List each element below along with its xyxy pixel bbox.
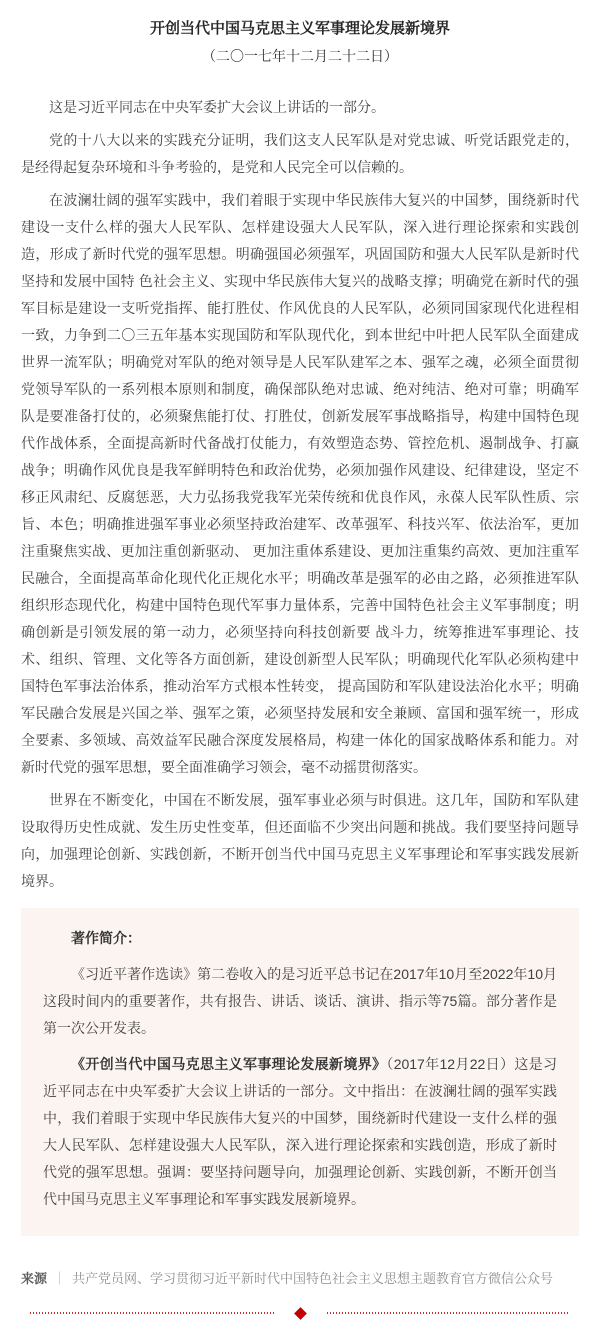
article-title: 开创当代中国马克思主义军事理论发展新境界 (149, 20, 450, 37)
body-paragraph-3: 在波澜壮阔的强军实践中，我们着眼于实现中华民族伟大复兴的中国梦，围绕新时代建设一支什么样的强大人民军队、怎样建设强大人民军队，深入进行理论探索和实践创造，形成了新时代党的强军思想。明确强国必须强军，巩固国防和强大人民军队是新时代坚持和发展中国特 色社会主义、实现中华民族伟大复兴的战略支撑；明确党在新时代的强军目标是建设一支听党指挥、能打胜仗、作风优良的人民军队，必须同国家现代化进程相一致，力争到二〇三五年基本实现国防和军队现代化，到本世纪中叶把人民军队全面建成世界一流军队；明确党对军队的绝对领导是人民军队建军之本、强军之魂，必须全面贯彻党领导军队的一系列根本原则和制度，确保部队绝对忠诚、绝对纯洁、绝对可靠；明确军队是要准备打仗的，必须聚焦能打仗、打胜仗，创新发展军事战略指导，构建中国特色现代作战体系，全面提高新时代备战打仗能力，有效塑造态势、管控危机、遏制战争、打赢战争；明确作风优良是我军鲜明特色和政治优势，必须加强作风建设、纪律建设，坚定不移正风肃纪、反腐惩恶，大力弘扬我党我军光荣传统和优良作风，永葆人民军队性质、宗旨、本色；明确推进强军事业必须坚持政治建军、改革强军、科技兴军、依法治军，更加注重聚焦实战、更加注重创新驱动、 更加注重体系建设、更加注重集约高效、更加注重军民融合，全面提高革命化现代化正规化水平；明确改革是强军的必由之路，必须推进军队组织形态现代化，构建中国特色现代军事力量体系，完善中国特色社会主义军事制度；明确创新是引领发展的第一动力，必须坚持向科技创新要 战斗力，统筹推进军事理论、技术、组织、管理、文化等各方面创新，建设创新型人民军队；明确现代化军队必须构建中国特色军事法治体系，推动治军方式根本性转变， 提高国防和军队建设法治化水平；明确军民融合发展是兴国之举、强军之策，必须坚持发展和安全兼顾、富国和强军统一，形成全要素、多领域、高效益军民融合深度发展格局，构建一体化的国家战略体系和能力。对新时代党的强军思想，要全面准确学习领会，毫不动摇贯彻落实。 (21, 192, 579, 775)
intro-paragraph-2 (43, 1051, 557, 1213)
divider-dotted-line-left (30, 1312, 274, 1314)
article-date: （二〇一七年十二月二十二日） (202, 48, 398, 64)
body-paragraph-1: 这是习近平同志在中央军委扩大会议上讲话的一部分。 (49, 99, 385, 115)
body-paragraph-4: 世界在不断变化，中国在不断发展，强军事业必须与时俱进。这几年，国防和军队建设取得历史性成就、发生历史性变革，但还面临不少突出问题和挑战。我们要坚持问题导向，加强理论创新、实践创新，不断开创当代中国马克思主义军事理论和军事实践发展新境界。 (21, 792, 579, 889)
diamond-icon (294, 1307, 307, 1320)
divider-dotted-line-right (327, 1312, 571, 1314)
intro-heading: 著作简介： (71, 930, 141, 946)
footer-divider (30, 1302, 570, 1324)
source-text: 共产党员网、学习贯彻习近平新时代中国特色社会主义思想主题教育官方微信公众号 (72, 1271, 554, 1286)
source-label: 来源 (21, 1271, 48, 1286)
intro-paragraph-2-title: 《开创当代中国马克思主义军事理论发展新境界》 (71, 1056, 387, 1072)
source-separator: ｜ (53, 1271, 67, 1286)
intro-paragraph-2-text: （2017年12月22日）这是习近平同志在中央军委扩大会议上讲话的一部分。文中指出：在波澜壮阔的强军实践中，我们着眼于实现中华民族伟大复兴的中国梦，围绕新时代建设一支什么样的强大人民军队、怎样建设强大人民军队，深入进行理论探索和实践创造，形成了新时代党的强军思想。强调：要坚持问题导向，加强理论创新、实践创新，不断开创当代中国马克思主义军事理论和军事实践发展新境界。 (43, 1056, 557, 1207)
body-paragraph-2: 党的十八大以来的实践充分证明，我们这支人民军队是对党忠诚、听党话跟党走的，是经得起复杂环境和斗争考验的，是党和人民完全可以信赖的。 (21, 132, 579, 175)
source-line (21, 1269, 579, 1289)
intro-box (21, 908, 579, 1236)
intro-paragraph-1: 《习近平著作选读》第二卷收入的是习近平总书记在2017年10月至2022年10月这段时间内的重要著作，共有报告、讲话、谈话、演讲、指示等75篇。部分著作是第一次公开发表。 (43, 966, 557, 1036)
